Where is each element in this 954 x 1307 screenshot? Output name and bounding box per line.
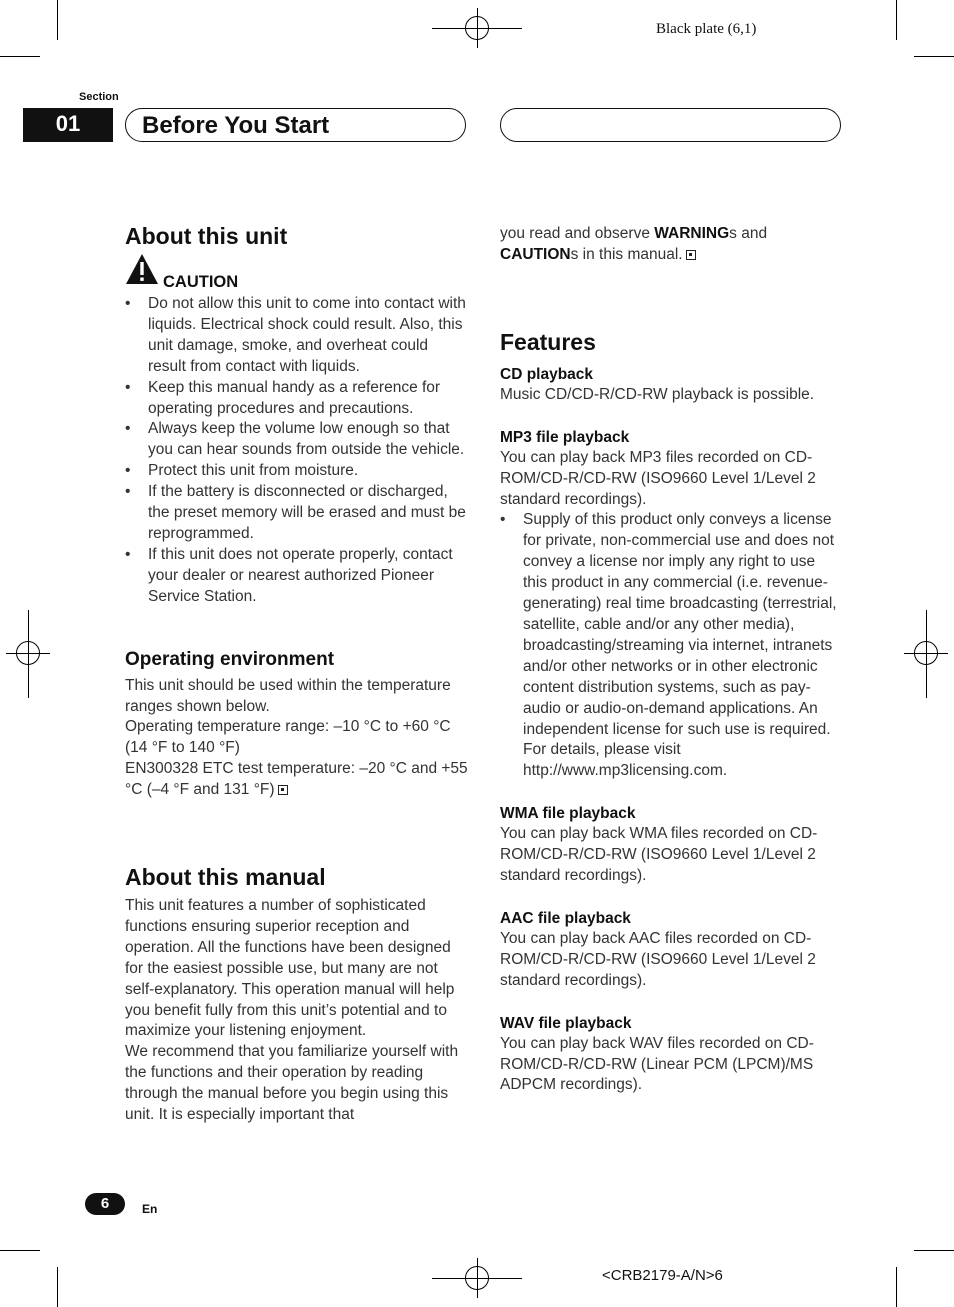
feature-body: You can play back WAV files recorded on CD-ROM/CD-R/CD-RW (Linear PCM (LPCM)/MS ADPCM recordings). — [500, 1034, 814, 1094]
features-heading: Features — [500, 328, 596, 355]
feature-body: You can play back MP3 files recorded on CD-ROM/CD-R/CD-RW (ISO9660 Level 1/Level 2 standard recordings). — [500, 448, 816, 508]
feature-title: WAV file playback — [500, 1014, 632, 1032]
feature-title: AAC file playback — [500, 909, 631, 927]
operating-env-text — [125, 676, 470, 801]
plate-label: Black plate (6,1) — [656, 21, 757, 37]
caution-list — [125, 294, 470, 608]
list-item: • Protect this unit from moisture. — [125, 461, 470, 482]
feature-cd — [500, 364, 840, 406]
feature-wav — [500, 1013, 840, 1097]
end-mark-icon — [278, 785, 288, 795]
list-item: • If the battery is disconnected or discharged, the preset memory will be erased and must be reprogrammed. — [125, 482, 470, 545]
section-blank-box — [500, 108, 841, 142]
section-number: 01 — [23, 108, 113, 142]
left-column — [125, 222, 470, 1126]
doc-code: <CRB2179-A/N>6 — [602, 1267, 723, 1284]
paragraph: We recommend that you familiarize yourself with the functions and their operation by reading through the manual before you begin using this unit. It is especially important that — [125, 1043, 459, 1124]
end-mark-icon — [686, 250, 696, 260]
paragraph: Operating temperature range: –10 °C to +60 °C (14 °F to 140 °F) — [125, 718, 451, 757]
feature-title: CD playback — [500, 365, 594, 383]
section-title: Before You Start — [142, 112, 330, 139]
feature-title: WMA file playback — [500, 805, 636, 823]
list-item: • Do not allow this unit to come into contact with liquids. Electrical shock could result. Also, this unit damage, smoke, and overheat could result from contact with liquids. — [125, 294, 470, 378]
list-item: • Supply of this product only conveys a license for private, non-commercial use and does not convey a license nor imply any right to use this product in any commercial (i.e. revenue-generating) real time broadcasting (terrestrial, satellite, cable and/or any other media), broadcasting/streaming via internet, intranets and/or other networks or in other electronic content distribution systems, such as pay-audio or audio-on-demand applications. An independent license for such use is required. For details, please visit http://www.mp3licensing.com. — [500, 510, 840, 782]
feature-body: Music CD/CD-R/CD-RW playback is possible. — [500, 385, 815, 403]
paragraph: EN300328 ETC test temperature: –20 °C and +55 °C (–4 °F and 131 °F) — [125, 760, 468, 799]
list-item: • Keep this manual handy as a reference for operating procedures and precautions. — [125, 378, 470, 420]
section-label: Section — [79, 91, 119, 103]
section-title-box — [125, 108, 466, 142]
about-unit-heading: About this unit — [125, 223, 288, 249]
warning-triangle-icon — [125, 253, 159, 292]
list-item: • If this unit does not operate properly, contact your dealer or nearest authorized Pioneer Service Station. — [125, 545, 470, 608]
continuation-text: you read and observe WARNINGs and CAUTIONs in this manual. — [500, 225, 768, 263]
about-manual-text — [125, 896, 470, 1126]
about-manual-heading: About this manual — [125, 864, 326, 891]
feature-aac — [500, 908, 840, 992]
caution-label: CAUTION — [163, 273, 239, 291]
paragraph: This unit should be used within the temperature ranges shown below. — [125, 676, 451, 715]
caution-heading — [125, 260, 470, 292]
feature-wma — [500, 803, 840, 887]
feature-body: You can play back WMA files recorded on CD-ROM/CD-R/CD-RW (ISO9660 Level 1/Level 2 standard recordings). — [500, 825, 818, 885]
feature-mp3 — [500, 427, 840, 783]
list-item: • Always keep the volume low enough so that you can hear sounds from outside the vehicle. — [125, 419, 470, 461]
operating-env-heading: Operating environment — [125, 648, 335, 670]
feature-body: You can play back AAC files recorded on CD-ROM/CD-R/CD-RW (ISO9660 Level 1/Level 2 standard recordings). — [500, 929, 816, 989]
right-column — [500, 224, 840, 1096]
feature-title: MP3 file playback — [500, 428, 630, 446]
paragraph: This unit features a number of sophisticated functions ensuring superior reception and operation. All the functions have been designed for the easiest possible use, but many are not self-explanatory. This operation manual will help you benefit fully from this unit’s potential and to maximize your listening enjoyment. — [125, 897, 455, 1040]
language-label: En — [142, 1202, 158, 1216]
page-number: 6 — [85, 1193, 125, 1215]
mp3-note-list — [500, 510, 840, 782]
